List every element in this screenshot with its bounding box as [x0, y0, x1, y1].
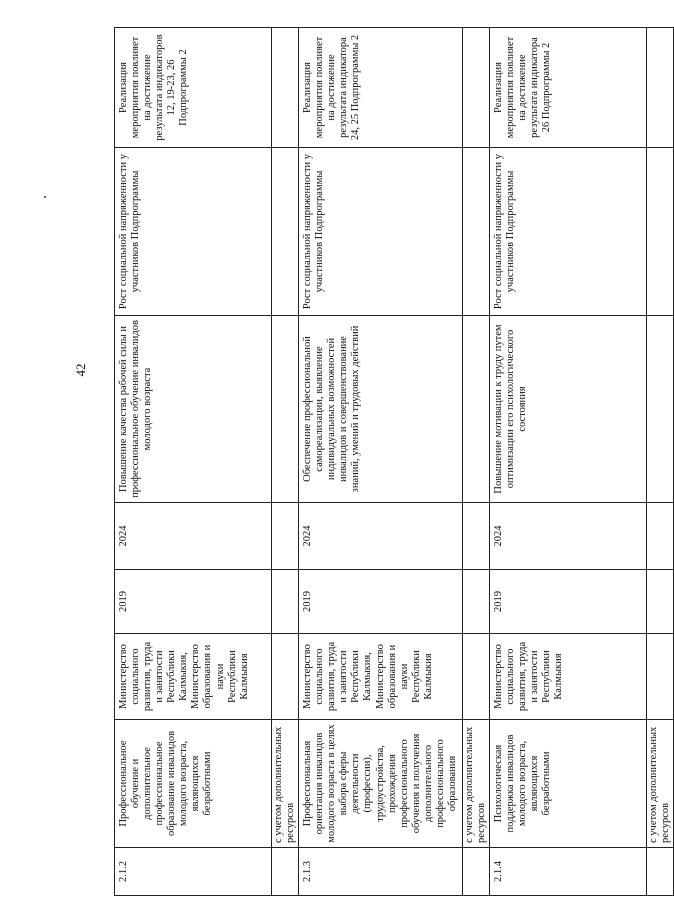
- end-year-cell: 2024: [299, 503, 463, 570]
- empty-cell: [647, 148, 674, 316]
- measure-name-cell: Профессиональная ориентация инвалидов молодого возраста в целях выбора сферы деятельности (профессии), трудоустройства, прохождения профессионального обучения и получения дополнительного профессионального образования: [299, 720, 463, 848]
- row-number-cell: 2.1.4: [490, 848, 647, 896]
- start-year-cell: 2019: [115, 570, 272, 634]
- page-number: 42: [73, 363, 88, 377]
- empty-cell: [272, 28, 299, 148]
- end-year-cell: 2024: [115, 503, 272, 570]
- consequences-cell: Рост социальной напряженности у участников Подпрограммы: [490, 148, 647, 316]
- empty-cell: [647, 570, 674, 634]
- rotated-table-container: [114, 28, 672, 896]
- indicator-link-cell: Реализация мероприятия повлияет на достижение результата индикатора 24, 25 Подпрограммы 2: [299, 28, 463, 148]
- measure-name-cell: Психологическая поддержка инвалидов молодого возраста, являющихся безработными: [490, 720, 647, 848]
- table-row-2-1-4: [490, 28, 647, 896]
- indicator-link-cell: Реализация мероприятия повлияет на достижение результата индикатора 26 Подпрограммы 2: [490, 28, 647, 148]
- consequences-cell: Рост социальной напряженности у участников Подпрограммы: [299, 148, 463, 316]
- additional-resources-row: [462, 28, 489, 896]
- additional-resources-label: с учетом дополнительных ресурсов: [462, 720, 489, 848]
- expected-result-cell: Повышение мотивации к труду путем оптимизации его психологического состояния: [490, 316, 647, 503]
- empty-cell: [647, 848, 674, 896]
- empty-cell: [272, 634, 299, 720]
- empty-cell: [272, 316, 299, 503]
- empty-cell: [462, 316, 489, 503]
- scan-speck: [44, 196, 46, 198]
- empty-cell: [462, 848, 489, 896]
- expected-result-cell: Повышение качества рабочей силы и профессиональное обучение инвалидов молодого возраста: [115, 316, 272, 503]
- indicator-link-cell: Реализация мероприятия повлияет на достижение результата индикаторов 12, 19-23, 26 Подпрограммы 2: [115, 28, 272, 148]
- empty-cell: [462, 148, 489, 316]
- empty-cell: [272, 503, 299, 570]
- end-year-cell: 2024: [490, 503, 647, 570]
- empty-cell: [272, 570, 299, 634]
- start-year-cell: 2019: [490, 570, 647, 634]
- additional-resources-row: [647, 28, 674, 896]
- row-number-cell: 2.1.2: [115, 848, 272, 896]
- empty-cell: [462, 28, 489, 148]
- expected-result-cell: Обеспечение профессиональной самореализации, выявление индивидуальных возможностей инвалидов и совершенствование знаний, умений и трудовых действий: [299, 316, 463, 503]
- empty-cell: [647, 634, 674, 720]
- executor-cell: Министерство социального развития, труда и занятости Республики Калмыкия: [490, 634, 647, 720]
- table-row-2-1-3: [299, 28, 463, 896]
- empty-cell: [462, 634, 489, 720]
- executor-cell: Министерство социального развития, труда и занятости Республики Калмыкия, Министерство образования и науки Республики Калмыкия: [115, 634, 272, 720]
- empty-cell: [272, 848, 299, 896]
- empty-cell: [272, 148, 299, 316]
- additional-resources-label: с учетом дополнительных ресурсов: [272, 720, 299, 848]
- measures-table: [114, 27, 674, 896]
- empty-cell: [462, 503, 489, 570]
- additional-resources-row: [272, 28, 299, 896]
- start-year-cell: 2019: [299, 570, 463, 634]
- empty-cell: [462, 570, 489, 634]
- empty-cell: [647, 503, 674, 570]
- consequences-cell: Рост социальной напряженности у участников Подпрограммы: [115, 148, 272, 316]
- empty-cell: [647, 316, 674, 503]
- additional-resources-label: с учетом дополнительных ресурсов: [647, 720, 674, 848]
- table-row-2-1-2: [115, 28, 272, 896]
- measure-name-cell: Профессиональное обучение и дополнительное профессиональное образование инвалидов молодого возраста, являющихся безработными: [115, 720, 272, 848]
- executor-cell: Министерство социального развития, труда и занятости Республики Калмыкия, Министерство образования и науки Республики Калмыкия: [299, 634, 463, 720]
- row-number-cell: 2.1.3: [299, 848, 463, 896]
- empty-cell: [647, 28, 674, 148]
